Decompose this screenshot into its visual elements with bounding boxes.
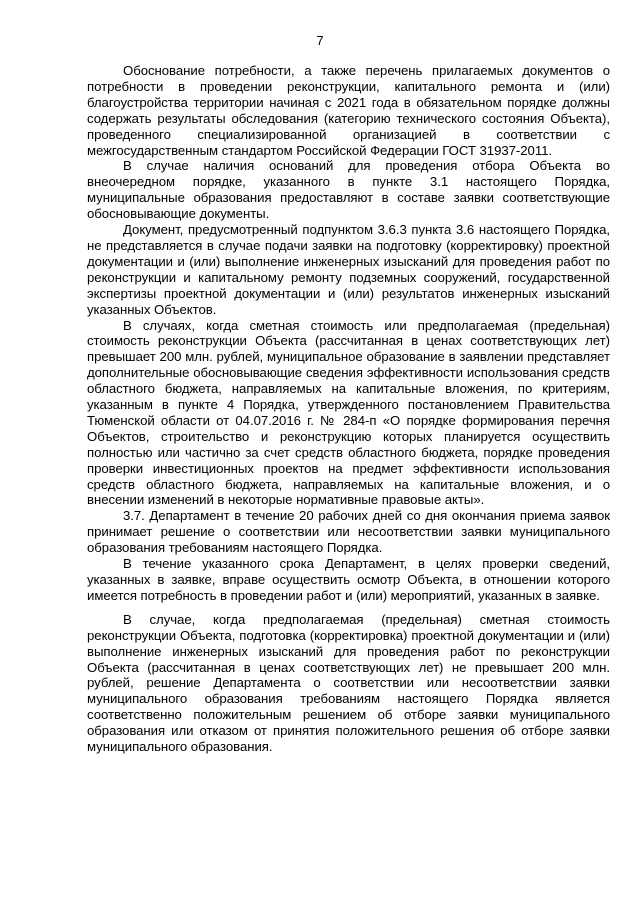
paragraph-section-3-7: 3.7. Департамент в течение 20 рабочих дней со дня окончания приема заявок принимает решение о соответствии или несоответствии заявки муниципального образования требованиям настоящего Порядка. <box>87 508 610 556</box>
page-number: 7 <box>316 33 324 48</box>
paragraph-decision-under-200m: В случае, когда предполагаемая (предельная) сметная стоимость реконструкции Объекта, подготовка (корректировка) проектной документации и (или) выполнение инженерных изысканий для проведения работ по реконструкции Объекта (рассчитанная в ценах соответствующих лет) не превышает 200 млн. рублей, решение Департамента о соответствии или несоответствии заявки муниципального образования требованиям настоящего Порядка является соответственно положительным решением об отборе заявки муниципального образования или отказом от принятия положительного решения об отборе заявки муниципального образования. <box>87 611 610 755</box>
paragraph-cost-over-200m: В случаях, когда сметная стоимость или предполагаемая (предельная) стоимость реконструкции Объекта (рассчитанная в ценах соответствующих лет) превышает 200 млн. рублей, муниципальное образование в заявлении представляет дополнительные обосновывающие сведения эффективности использования средств областного бюджета, направляемых на капитальные вложения, по критериям, указанным в пункте 4 Порядка, утвержденного постановлением Правительства Тюменской области от 04.07.2016 г. № 284-п «О порядке формирования перечня Объектов, строительство и реконструкцию которых планируется осуществить полностью или частично за счет средств областного бюджета, порядке проведения проверки инвестиционных проектов на предмет эффективности использования средств областного бюджета, направляемых на капитальные вложения, и о внесении изменений в некоторые нормативные правовые акты». <box>87 317 610 508</box>
paragraph-document-exemption: Документ, предусмотренный подпунктом 3.6.3 пункта 3.6 настоящего Порядка, не представляется в случае подачи заявки на подготовку (корректировку) проектной документации и (или) выполнение инженерных изысканий для проведения работ по реконструкции и капитальному ремонту подземных сооружений, государственной экспертизы проектной документации и (или) результатов инженерных изысканий указанных Объектов. <box>87 222 610 317</box>
document-body <box>87 63 610 755</box>
paragraph-object-inspection: В течение указанного срока Департамент, в целях проверки сведений, указанных в заявке, вправе осуществить осмотр Объекта, в отношении которого имеется потребность в проведении работ и (или) мероприятий, указанных в заявке. <box>87 556 610 603</box>
paragraph-extraordinary-selection: В случае наличия оснований для проведения отбора Объекта во внеочередном порядке, указанного в пункте 3.1 настоящего Порядка, муниципальные образования предоставляют в составе заявки соответствующие обосновывающие документы. <box>87 158 610 222</box>
paragraph-justification-requirements: Обоснование потребности, а также перечень прилагаемых документов о потребности в проведении реконструкции, капитального ремонта и (или) благоустройства территории начиная с 2021 года в обязательном порядке должны содержать результаты обследования (категорию технического состояния Объекта), проведенного специализированной организацией в соответствии с межгосударственным стандартом Российской Федерации ГОСТ 31937-2011. <box>87 63 610 158</box>
